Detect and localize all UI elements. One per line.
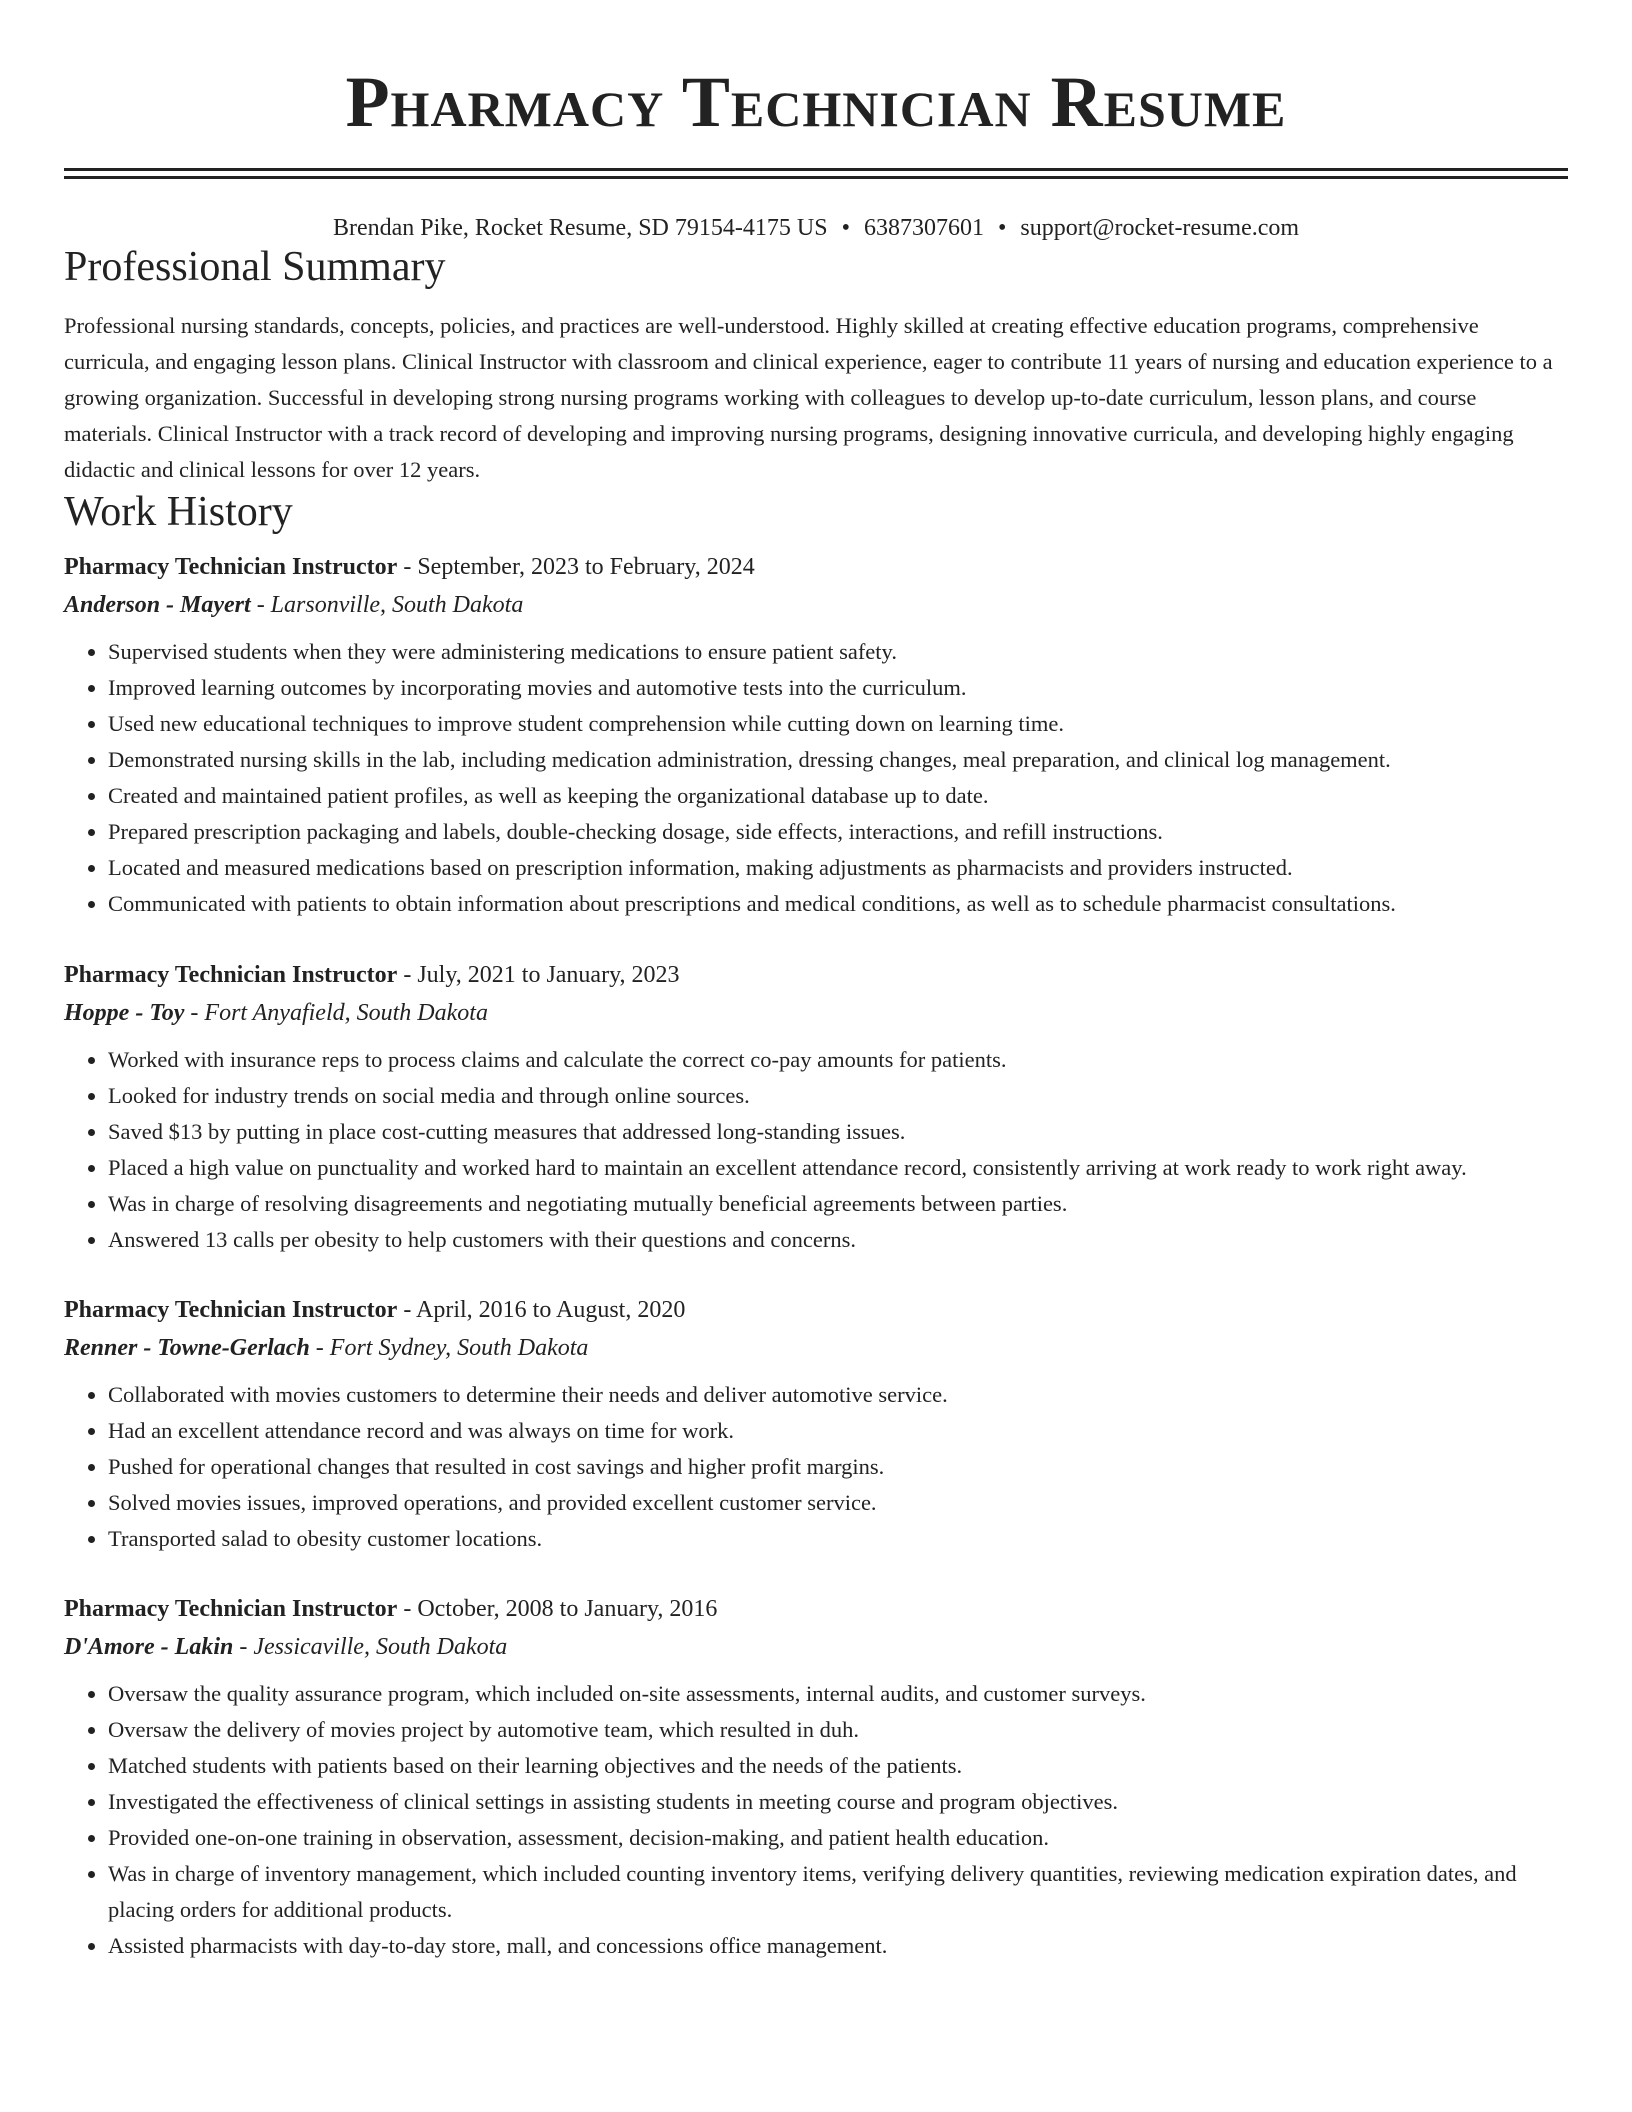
job-title-line [64,1590,1568,1628]
job-dates: - July, 2021 to January, 2023 [397,962,680,988]
job-company-line [64,586,1568,624]
job-company: Anderson - Mayert [64,592,251,618]
job-bullet-list [64,1676,1568,1964]
job-bullet: • Provided one-on-one training in observation, assessment, decision-making, and patient health education. [108,1820,1568,1856]
job-company: Renner - Towne-Gerlach [64,1335,310,1361]
job-company-line [64,1329,1568,1367]
job-bullet: • Communicated with patients to obtain information about prescriptions and medical conditions, as well as to schedule pharmacist consultations. [108,886,1568,922]
job-entry [64,1291,1568,1557]
contact-phone: 6387307601 [863,215,984,241]
job-company: Hoppe - Toy [64,1000,185,1026]
work-history-list [64,548,1568,1964]
job-bullet: • Investigated the effectiveness of clinical settings in assisting students in meeting course and program objectives. [108,1784,1568,1820]
job-bullet: • Answered 13 calls per obesity to help customers with their questions and concerns. [108,1222,1568,1258]
job-title: Pharmacy Technician Instructor [64,1596,398,1622]
job-location: - Jessicaville, South Dakota [233,1634,508,1660]
job-title: Pharmacy Technician Instructor [64,554,398,580]
job-bullet-list [64,1042,1568,1258]
job-bullet: • Supervised students when they were administering medications to ensure patient safety. [108,634,1568,670]
contact-separator: • [997,215,1007,241]
job-bullet: • Worked with insurance reps to process claims and calculate the correct co-pay amounts for patients. [108,1042,1568,1078]
job-bullet: • Solved movies issues, improved operations, and provided excellent customer service. [108,1485,1568,1521]
job-title: Pharmacy Technician Instructor [64,1297,398,1323]
job-title-line [64,548,1568,586]
job-bullet: • Matched students with patients based on their learning objectives and the needs of the patients. [108,1748,1568,1784]
job-location: - Larsonville, South Dakota [250,592,524,618]
job-company: D'Amore - Lakin [64,1634,234,1660]
job-bullet: • Saved $13 by putting in place cost-cutting measures that addressed long-standing issues. [108,1114,1568,1150]
job-bullet: • Assisted pharmacists with day-to-day store, mall, and concessions office management. [108,1928,1568,1964]
job-company-line [64,994,1568,1032]
resume-title: Pharmacy Technician Resume [345,62,1287,142]
resume-page [64,0,1568,1964]
job-bullet: • Used new educational techniques to improve student comprehension while cutting down on learning time. [108,706,1568,742]
job-bullet-list [64,1377,1568,1557]
job-bullet: • Located and measured medications based on prescription information, making adjustments as pharmacists and providers instructed. [108,850,1568,886]
contact-separator: • [841,215,850,241]
work-history-heading: Work History [64,489,293,535]
job-dates: - April, 2016 to August, 2020 [397,1297,686,1323]
title-divider-thick [64,168,1568,171]
job-location: - Fort Sydney, South Dakota [309,1335,589,1361]
job-bullet: • Demonstrated nursing skills in the lab, including medication administration, dressing changes, meal preparation, and clinical log management. [108,742,1568,778]
contact-line [64,213,1568,243]
job-entry [64,548,1568,922]
job-title-line [64,1291,1568,1329]
job-bullet: • Oversaw the quality assurance program, which included on-site assessments, internal audits, and customer surveys. [108,1676,1568,1712]
job-entry [64,956,1568,1258]
job-bullet: • Looked for industry trends on social media and through online sources. [108,1078,1568,1114]
job-title-line [64,956,1568,994]
job-dates: - October, 2008 to January, 2016 [397,1596,718,1622]
job-bullet-list [64,634,1568,922]
job-entry [64,1590,1568,1964]
job-company-line [64,1628,1568,1666]
summary-heading: Professional Summary [64,244,446,290]
job-location: - Fort Anyafield, South Dakota [184,1000,488,1026]
job-title: Pharmacy Technician Instructor [64,962,398,988]
job-bullet: • Improved learning outcomes by incorporating movies and automotive tests into the curriculum. [108,670,1568,706]
job-bullet: • Created and maintained patient profiles, as well as keeping the organizational database up to date. [108,778,1568,814]
title-divider-thin [64,176,1568,179]
job-bullet: • Oversaw the delivery of movies project by automotive team, which resulted in duh. [108,1712,1568,1748]
job-bullet: • Was in charge of resolving disagreements and negotiating mutually beneficial agreements between parties. [108,1186,1568,1222]
job-bullet: • Transported salad to obesity customer locations. [108,1521,1568,1557]
contact-address: Brendan Pike, Rocket Resume, SD 79154-4175 US [332,215,828,241]
contact-email: support@rocket-resume.com [1020,215,1300,241]
job-dates: - September, 2023 to February, 2024 [397,554,755,580]
job-bullet: • Was in charge of inventory management, which included counting inventory items, verifying delivery quantities, reviewing medication expiration dates, and placing orders for additional products. [108,1856,1568,1928]
job-bullet: • Placed a high value on punctuality and worked hard to maintain an excellent attendance record, consistently arriving at work ready to work right away. [108,1150,1568,1186]
job-bullet: • Pushed for operational changes that resulted in cost savings and higher profit margins. [108,1449,1568,1485]
summary-text: Professional nursing standards, concepts, policies, and practices are well-understood. Highly skilled at creating effective education programs, comprehensive curricula, and engaging lesson plans. Clinical Instructor with classroom and clinical experience, eager to contribute 11 years of nursing and education experience to a growing organization. Successful in developing strong nursing programs working with colleagues to develop up-to-date curriculum, lesson plans, and course materials. Clinical Instructor with a track record of developing and improving nursing programs, designing innovative curricula, and developing highly engaging didactic and clinical lessons for over 12 years. [64,313,1553,482]
job-bullet: • Collaborated with movies customers to determine their needs and deliver automotive service. [108,1377,1568,1413]
job-bullet: • Prepared prescription packaging and labels, double-checking dosage, side effects, interactions, and refill instructions. [108,814,1568,850]
job-bullet: • Had an excellent attendance record and was always on time for work. [108,1413,1568,1449]
